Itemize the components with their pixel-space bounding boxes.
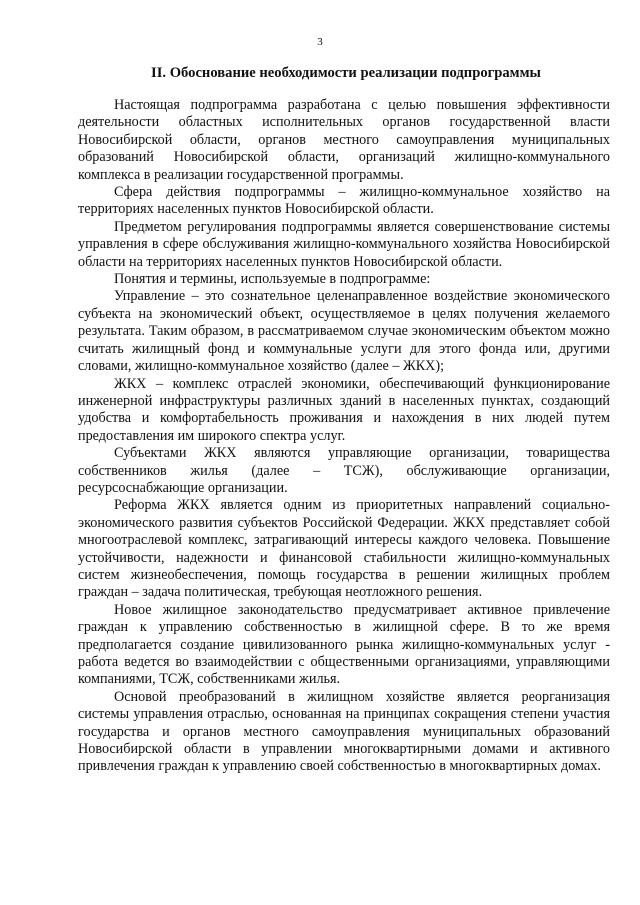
section-heading: II. Обоснование необходимости реализации подпрограммы: [151, 65, 541, 81]
paragraph-reform: Реформа ЖКХ является одним из приоритетных направлений социально-экономического развития субъектов Российской Федерации. ЖКХ представляет собой многоотраслевой комплекс, затрагивающий интересы каждого человека. Повышение устойчивости, надежности и финансовой стабильности жилищно-коммунальных систем жизнеобеспечения, помощь государства в решении жилищных проблем граждан – задача политическая, требующая неотложного решения.: [78, 497, 610, 601]
paragraph-zhkh-subjects: Субъектами ЖКХ являются управляющие организации, товарищества собственников жилья (далее – ТСЖ), обслуживающие организации, ресурсоснабжающие организации.: [78, 445, 610, 496]
paragraph-management-definition: Управление – это сознательное целенаправленное воздействие экономического субъекта на экономический объект, осуществляемое в целях получения желаемого результата. Таким образом, в рассматриваемом случае экономическим объектом можно считать жилищный фонд и коммунальные услуги для этого фонда или, другими словами, жилищно-коммунальное хозяйство (далее – ЖКХ);: [78, 288, 610, 375]
paragraph-scope: Сфера действия подпрограммы – жилищно-коммунальное хозяйство на территориях населенных пунктов Новосибирской области.: [78, 184, 610, 218]
section-body: [78, 97, 610, 776]
page-number: 3: [317, 36, 323, 48]
paragraph-purpose: Настоящая подпрограмма разработана с целью повышения эффективности деятельности областных исполнительных органов государственной власти Новосибирской области, органов местного самоуправления муниципальных образований Новосибирской области, организаций жилищно-коммунального комплекса в реализации государственной программы.: [78, 97, 610, 183]
paragraph-reorganization: Основой преобразований в жилищном хозяйстве является реорганизация системы управления отраслью, основанная на принципах сокращения степени участия государства и органов местного самоуправления муниципальных образований Новосибирской области в управлении многоквартирными домами и активного привлечения граждан к управлению своей собственностью в многоквартирных домах.: [78, 688, 610, 775]
paragraph-legislation: Новое жилищное законодательство предусматривает активное привлечение граждан к управлению собственностью в жилищной сфере. В то же время предполагается создание цивилизованного рынка жилищно-коммунальных услуг - работа ведется во взаимодействии с общественными организациями, управляющими компаниями, ТСЖ, собственниками жилья.: [78, 601, 610, 688]
paragraph-subject: Предметом регулирования подпрограммы является совершенствование системы управления в сфере обслуживания жилищно-коммунального хозяйства Новосибирской области на территориях населенных пунктов Новосибирской области.: [78, 218, 610, 270]
paragraph-terms-intro: Понятия и термины, используемые в подпрограмме:: [114, 271, 431, 288]
paragraph-zhkh-definition: ЖКХ – комплекс отраслей экономики, обеспечивающий функционирование инженерной инфраструктуры различных зданий в населенных пунктах, создающий удобства и комфортабельность проживания и нахождения в них людей путем предоставления им широкого спектра услуг.: [78, 375, 610, 444]
